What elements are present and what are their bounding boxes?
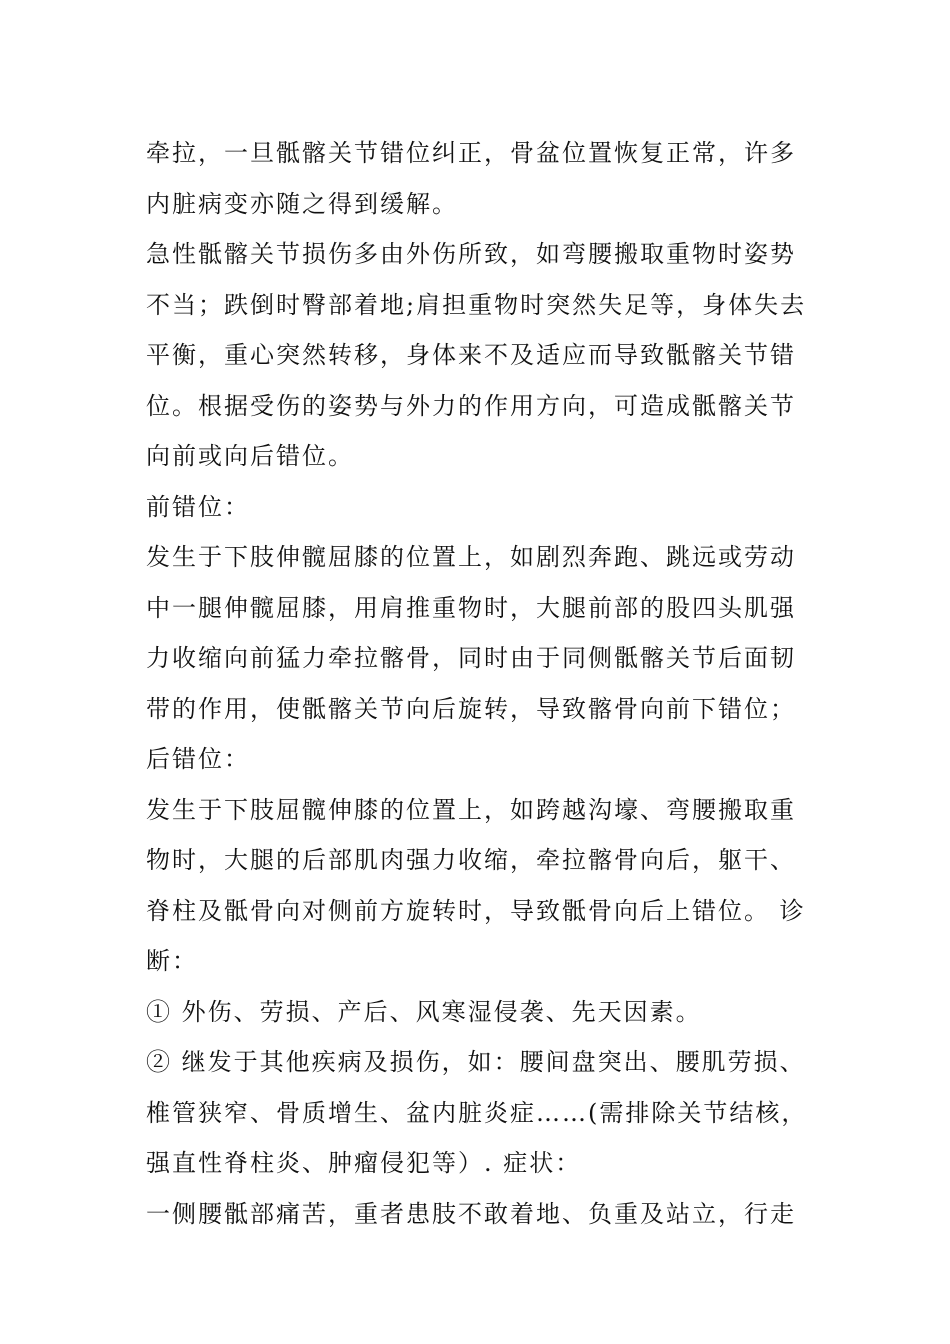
text-line: 脊柱及骶骨向对侧前方旋转时，导致骶骨向后上错位。 诊 [146, 896, 806, 925]
list-item: ① 外伤、劳损、产后、风寒湿侵袭、先天因素。 [146, 997, 702, 1026]
text-line: 断： [146, 947, 198, 975]
text-line: 椎管狭窄、骨质增生、盆内脏炎症……(需排除关节结核， [146, 1098, 808, 1127]
text-line: 发生于下肢伸髋屈膝的位置上，如剧烈奔跑、跳远或劳动 [146, 543, 796, 571]
text-line: 平衡，重心突然转移，身体来不及适应而导致骶髂关节错 [146, 341, 796, 369]
list-item: ② 继发于其他疾病及损伤，如：腰间盘突出、腰肌劳损、 [146, 1048, 806, 1076]
text-line: 发生于下肢屈髋伸膝的位置上，如跨越沟壕、弯腰搬取重 [146, 795, 796, 824]
text-line: 物时，大腿的后部肌肉强力收缩，牵拉髂骨向后，躯干、 [146, 846, 796, 874]
body-text [146, 128, 808, 1239]
text-line: 力收缩向前猛力牵拉髂骨，同时由于同侧骶髂关节后面韧 [146, 644, 796, 672]
section-heading: 后错位： [146, 745, 250, 773]
text-line: 不当；跌倒时臀部着地;肩担重物时突然失足等，身体失去 [146, 290, 807, 319]
text-line: 位。根据受伤的姿势与外力的作用方向，可造成骶髂关节 [146, 391, 796, 420]
text-line: 一侧腰骶部痛苦，重者患肢不敢着地、负重及站立，行走 [146, 1199, 796, 1228]
text-line: 强直性脊柱炎、肿瘤侵犯等）. 症状： [146, 1149, 582, 1177]
text-line: 牵拉，一旦骶髂关节错位纠正，骨盆位置恢复正常，许多 [146, 139, 796, 167]
text-line: 急性骶髂关节损伤多由外伤所致，如弯腰搬取重物时姿势 [146, 240, 796, 268]
text-line: 向前或向后错位。 [146, 442, 354, 470]
text-line: 中一腿伸髋屈膝，用肩推重物时，大腿前部的股四头肌强 [146, 593, 796, 622]
section-heading: 前错位： [146, 492, 250, 521]
text-line: 内脏病变亦随之得到缓解。 [146, 189, 458, 218]
text-line: 带的作用，使骶髂关节向后旋转，导致髂骨向前下错位； [146, 694, 796, 723]
